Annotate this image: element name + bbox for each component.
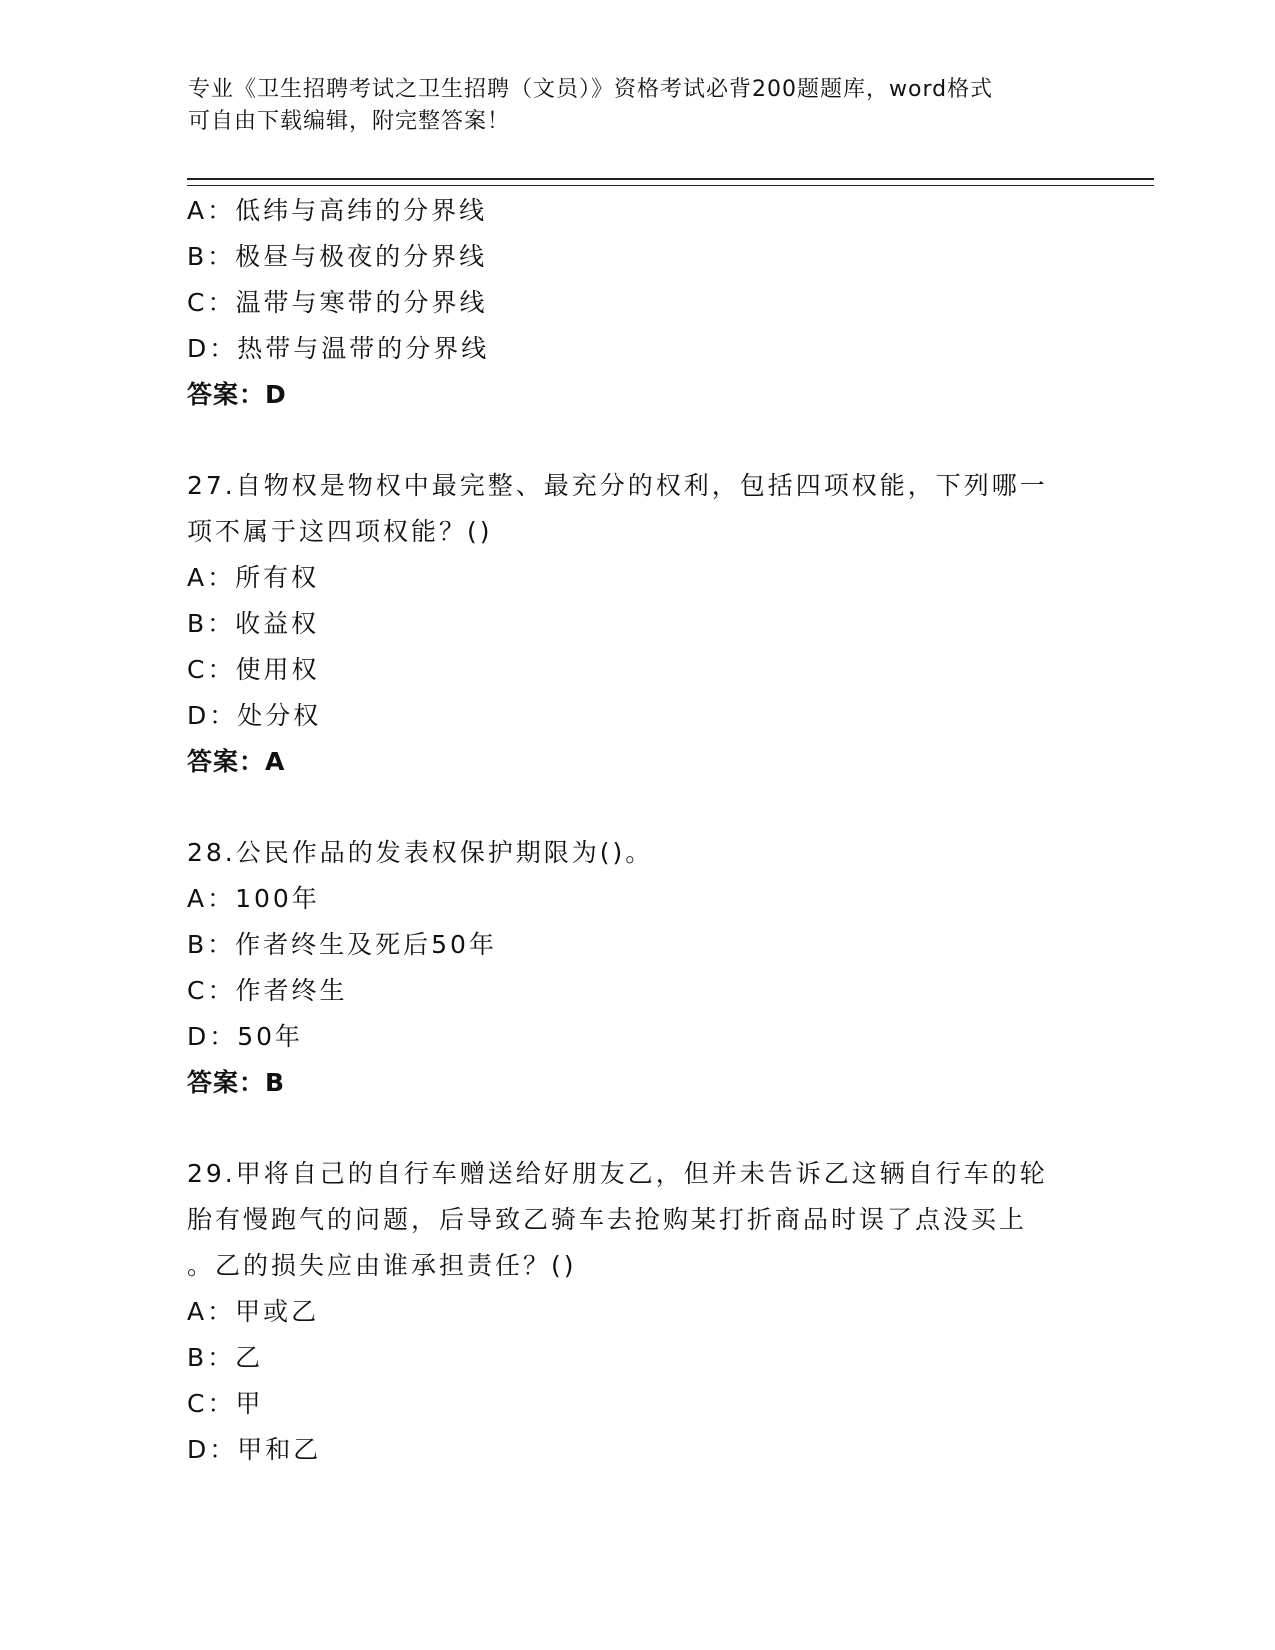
option-a: A：100年 <box>187 884 320 913</box>
option-c: C：温带与寒带的分界线 <box>187 288 488 317</box>
option-c: C：使用权 <box>187 655 320 684</box>
question-29-stem <box>187 1151 1087 1289</box>
question-text-line: 项不属于这四项权能？() <box>187 517 493 546</box>
question-text-line: 28.公民作品的发表权保护期限为()。 <box>187 838 654 867</box>
option-b: B：收益权 <box>187 609 320 638</box>
question-28-options <box>187 876 1087 1060</box>
question-text-line: 27.自物权是物权中最完整、最充分的权利，包括四项权能，下列哪一 <box>187 471 1048 500</box>
option-a: A：低纬与高纬的分界线 <box>187 196 488 225</box>
question-28-answer: 答案：B <box>187 1068 286 1097</box>
option-c: C：作者终生 <box>187 976 348 1005</box>
option-d: D：热带与温带的分界线 <box>187 334 490 363</box>
question-text-line: 胎有慢跑气的问题，后导致乙骑车去抢购某打折商品时误了点没买上 <box>187 1205 1028 1234</box>
header-divider <box>187 178 1154 186</box>
question-27-options <box>187 555 1087 739</box>
header-line-2: 可自由下载编辑，附完整答案！ <box>188 109 511 134</box>
question-29-options <box>187 1289 1087 1473</box>
question-26-answer: 答案：D <box>187 380 287 409</box>
question-content <box>187 188 1087 1473</box>
page-header <box>188 74 1088 138</box>
question-text-line: 。乙的损失应由谁承担责任？() <box>187 1251 577 1280</box>
question-26-options <box>187 188 1087 372</box>
option-b: B：乙 <box>187 1343 264 1372</box>
option-b: B：作者终生及死后50年 <box>187 930 497 959</box>
question-27-stem <box>187 463 1087 555</box>
option-d: D：甲和乙 <box>187 1435 322 1464</box>
option-a: A：所有权 <box>187 563 320 592</box>
option-d: D：处分权 <box>187 701 322 730</box>
option-c: C：甲 <box>187 1389 264 1418</box>
question-27-answer: 答案：A <box>187 747 286 776</box>
header-line-1: 专业《卫生招聘考试之卫生招聘（文员）》资格考试必背200题题库，word格式 <box>188 77 994 102</box>
option-d: D：50年 <box>187 1022 304 1051</box>
question-28-stem <box>187 830 1087 876</box>
option-b: B：极昼与极夜的分界线 <box>187 242 488 271</box>
question-text-line: 29.甲将自己的自行车赠送给好朋友乙，但并未告诉乙这辆自行车的轮 <box>187 1159 1048 1188</box>
option-a: A：甲或乙 <box>187 1297 320 1326</box>
